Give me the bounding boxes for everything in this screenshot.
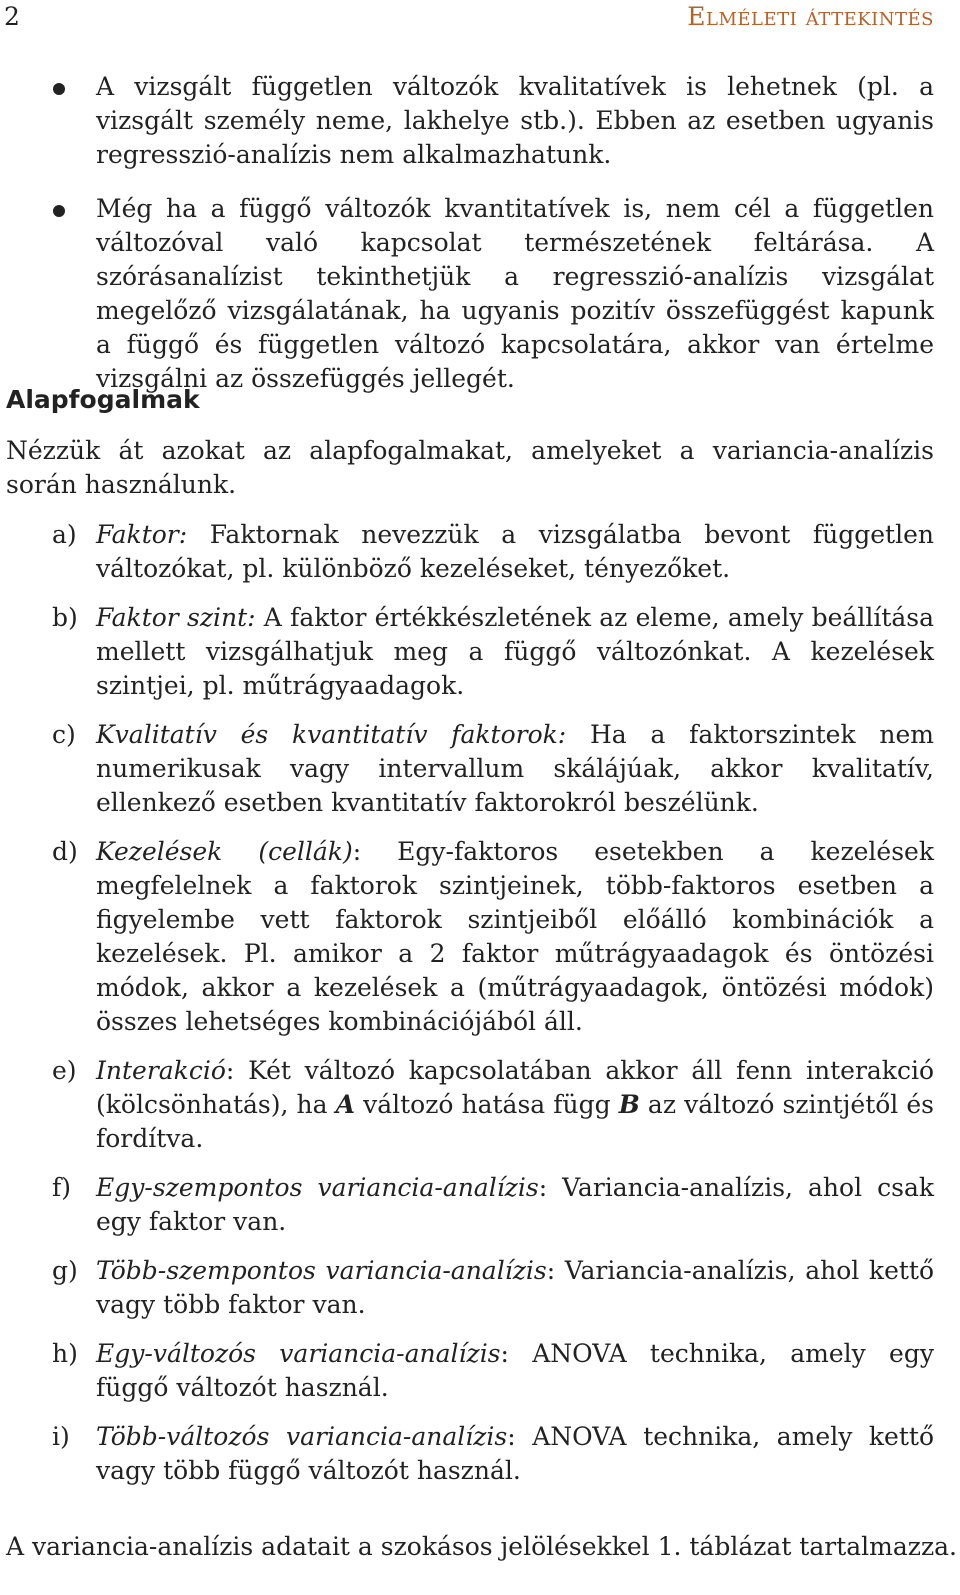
bullet-text: A vizsgált független változók kvalitatívek is lehetnek (pl. a vizsgált személy neme, lakhelye stb.). Ebben az esetben ugyanis regresszió-analízis nem alkalmazhatunk. — [96, 72, 934, 169]
definition-item — [0, 1420, 960, 1488]
section-title: Alapfogalmak — [6, 385, 200, 414]
definition-letter: i) — [52, 1422, 70, 1451]
definition-item — [0, 718, 960, 820]
definition-letter: e) — [52, 1056, 77, 1085]
definition-term: Több-szempontos variancia-analízis — [96, 1256, 547, 1285]
definition-item — [0, 1254, 960, 1322]
definition-term: Interakció — [96, 1056, 226, 1085]
section-intro: Nézzük át azokat az alapfogalmakat, amelyeket a variancia-analízis során használunk. — [6, 436, 934, 499]
definition-term: Egy-szempontos variancia-analízis — [96, 1173, 539, 1202]
definition-term: Egy-változós variancia-analízis — [96, 1339, 501, 1368]
definition-item — [0, 1171, 960, 1239]
definition-item — [0, 835, 960, 1039]
definition-text: változó hatása függ — [355, 1090, 619, 1119]
definition-term: Kvalitatív és kvantitatív faktorok: — [96, 720, 567, 749]
bullet-list — [0, 70, 960, 416]
definition-item — [0, 601, 960, 703]
definition-letter: h) — [52, 1339, 78, 1368]
definition-text: : Egy-faktoros esetekben a kezelések megfelelnek a faktorok szintjeinek, több-faktoros esetben a figyelembe vett faktorok szintjeiből előálló kombinációk a kezelések. Pl. amikor a 2 faktor műtrágyaadagok és öntözési módok, akkor a kezelések a (műtrágyaadagok, öntözési módok) összes lehetséges kombinációjából áll. — [96, 837, 934, 1036]
definition-item — [0, 1337, 960, 1405]
definition-list — [0, 518, 960, 1503]
definition-letter: f) — [52, 1173, 72, 1202]
definition-text: : Variancia-analízis, ahol kettő vagy több faktor van. — [96, 1256, 935, 1319]
definition-letter: b) — [52, 603, 78, 632]
page-number: 2 — [4, 2, 20, 31]
definition-item — [0, 518, 960, 586]
definition-term: Több-változós variancia-analízis — [96, 1422, 508, 1451]
definition-text: A faktor értékkészletének az eleme, amely beállítása mellett vizsgálhatjuk meg a függő változónkat. A kezelések szintjei, pl. műtrágyaadagok. — [96, 603, 935, 700]
definition-item — [0, 1054, 960, 1156]
variable-b: B — [618, 1090, 640, 1119]
bullet-item — [0, 70, 960, 172]
definition-term: Faktor szint: — [96, 603, 256, 632]
definition-text: Ha a faktorszintek nem numerikusak vagy intervallum skálájúak, akkor kvalitatív, ellenkező esetben kvantitatív faktorokról beszélünk. — [96, 720, 934, 817]
running-head: Elméleti áttekintés — [687, 2, 934, 31]
definition-text: : Variancia-analízis, ahol csak egy faktor van. — [96, 1173, 934, 1236]
definition-letter: d) — [52, 837, 78, 866]
definition-term: Faktor: — [96, 520, 188, 549]
bullet-text: Még ha a függő változók kvantitatívek is, nem cél a független változóval való kapcsolat természetének feltárása. A szórásanalízist tekinthetjük a regresszió-analízis vizsgálat megelőző vizsgálatának, ha ugyanis pozitív összefüggést kapunk a függő és független változó kapcsolatára, akkor van értelme vizsgálni az összefüggés jellegét. — [96, 194, 934, 393]
definition-letter: a) — [52, 520, 77, 549]
definition-letter: g) — [52, 1256, 78, 1285]
definition-text: : ANOVA technika, amely kettő vagy több függő változót használ. — [96, 1422, 934, 1485]
variable-a: A — [335, 1090, 355, 1119]
definition-letter: c) — [52, 720, 76, 749]
bullet-dot-icon — [53, 205, 65, 217]
bullet-dot-icon — [53, 83, 65, 95]
bullet-item — [0, 192, 960, 396]
definition-text: Faktornak nevezzük a vizsgálatba bevont független változókat, pl. különböző kezeléseket, tényezőket. — [96, 520, 934, 583]
definition-text: az változó szintjétől és fordítva. — [96, 1090, 935, 1153]
closing-sentence: A variancia-analízis adatait a szokásos jelölésekkel 1. táblázat tartalmazza. — [6, 1532, 957, 1561]
definition-text: : ANOVA technika, amely egy függő változót használ. — [96, 1339, 934, 1402]
definition-term: Kezelések (cellák) — [96, 837, 353, 866]
definition-text: : Két változó kapcsolatában akkor áll fenn interakció (kölcsönhatás), ha — [96, 1056, 934, 1119]
